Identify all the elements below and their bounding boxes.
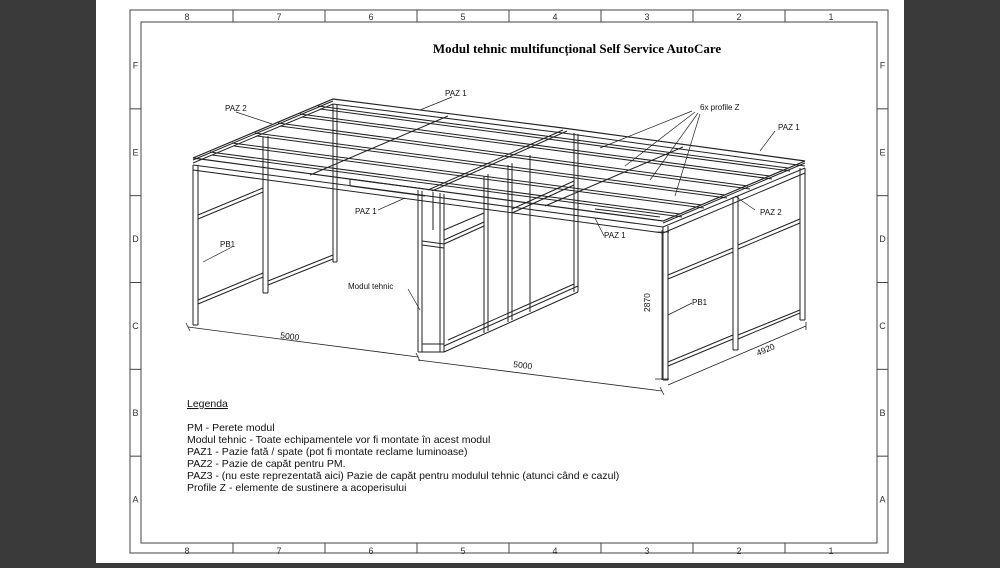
label-paz2-left: PAZ 2 [225, 104, 247, 113]
row-marker-label: E [879, 147, 886, 158]
column-marker-label: 6 [368, 546, 374, 556]
column-marker-label: 3 [644, 12, 650, 22]
dimension-length-left: 5000 [279, 330, 300, 343]
row-marker-label: D [132, 234, 139, 245]
column-marker-label: 3 [644, 546, 650, 556]
legend-item: PM - Perete modul [187, 422, 275, 434]
column-marker-label: 7 [276, 12, 282, 22]
label-paz1-mid: PAZ 1 [355, 207, 377, 216]
row-marker-label: B [879, 407, 886, 418]
legend-item: Modul tehnic - Toate echipamentele vor fi montate în acest modul [187, 434, 491, 446]
dimension-height: 2870 [642, 293, 652, 312]
drawing-title: Modul tehnic multifuncțional Self Service AutoCare [432, 41, 722, 56]
label-modul-tehnic: Modul tehnic [348, 282, 394, 291]
label-profile-z: 6x profile Z [700, 103, 740, 112]
column-marker-label: 1 [828, 546, 834, 556]
column-marker-label: 4 [552, 12, 558, 22]
legend-item: PAZ2 - Pazie de capăt pentru PM. [187, 458, 346, 470]
column-marker-label: 6 [368, 12, 374, 22]
column-marker-label: 5 [460, 546, 466, 556]
label-paz1-right: PAZ 1 [778, 123, 800, 132]
row-marker-label: A [132, 494, 139, 505]
label-pb1-right: PB1 [692, 298, 708, 307]
legend-item: PAZ3 - (nu este reprezentată aici) Pazie de capăt pentru modulul tehnic (atunci când e cazul) [187, 470, 620, 482]
row-marker-label: A [879, 494, 886, 505]
column-marker-label: 5 [460, 12, 466, 22]
row-marker-label: D [879, 234, 886, 245]
row-marker-label: B [132, 407, 139, 418]
row-marker-label: F [132, 60, 139, 71]
column-marker-label: 8 [184, 546, 190, 556]
column-marker-label: 8 [184, 12, 190, 22]
column-marker-label: 1 [828, 12, 834, 22]
row-marker-label: C [879, 320, 886, 331]
legend-item: Profile Z - elemente de sustinere a acoperisului [187, 482, 407, 494]
label-pb1-left: PB1 [220, 240, 236, 249]
dimension-length-right: 5000 [512, 359, 533, 372]
row-marker-label: E [132, 147, 139, 158]
row-marker-label: F [879, 60, 886, 71]
column-marker-label: 4 [552, 546, 558, 556]
label-paz2-right: PAZ 2 [760, 208, 782, 217]
row-marker-label: C [132, 320, 139, 331]
dimension-depth: 4920 [754, 341, 777, 358]
column-marker-label: 2 [736, 546, 742, 556]
column-marker-label: 7 [276, 546, 282, 556]
legend-item: PAZ1 - Pazie fată / spate (pot fi montate reclame luminoase) [187, 446, 468, 458]
column-marker-label: 2 [736, 12, 742, 22]
legend-heading: Legenda [187, 398, 228, 410]
label-paz1-top: PAZ 1 [445, 89, 467, 98]
label-paz1-front: PAZ 1 [604, 231, 626, 240]
